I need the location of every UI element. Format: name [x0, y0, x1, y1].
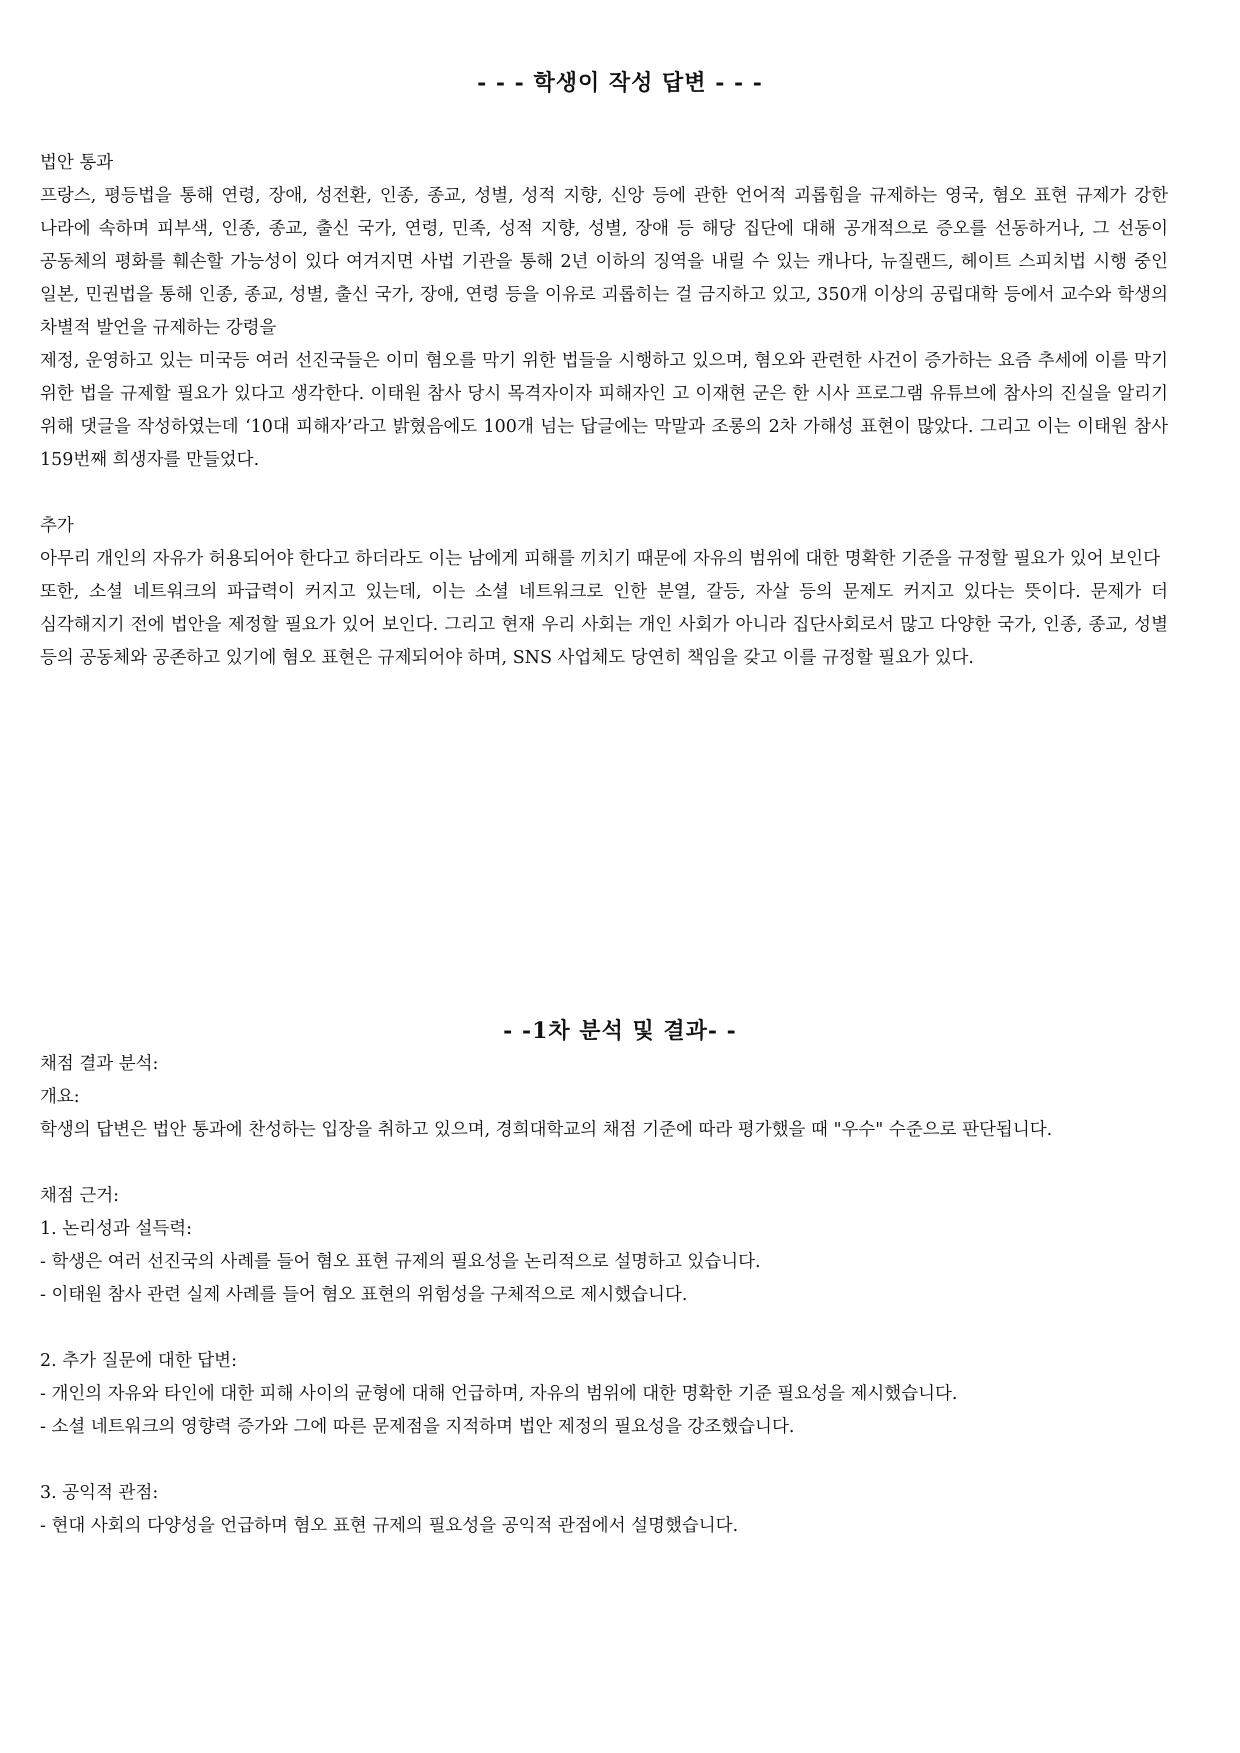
paragraph-bill-passage-1: 프랑스, 평등법을 통해 연령, 장애, 성전환, 인종, 종교, 성별, 성적 지향, 신앙 등에 관한 언어적 괴롭힘을 규제하는 영국, 혐오 표현 규제가 강한 나라에 속하며 피부색, 인종, 종교, 출신 국가, 연령, 민족, 성적 지향, 성별, 장애 등 해당 집단에 대해 공개적으로 증오를 선동하거나, 그 선동이 공동체의 평화를 훼손할 가능성이 있다 여겨지면 사법 기관을 통해 2년 이하의 징역을 내릴 수 있는 캐나다, 뉴질랜드, 헤이트 스피치법 시행 중인 일본, 민권법을 통해 인종, 종교, 성별, 출신 국가, 장애, 연령 등을 이유로 괴롭히는 걸 금지하고 있고, 350개 이상의 공립대학 등에서 교수와 학생의 차별적 발언을 규제하는 강령을 [40, 186, 1168, 338]
paragraph-additional-2: 또한, 소셜 네트워크의 파급력이 커지고 있는데, 이는 소셜 네트워크로 인한 분열, 갈등, 자살 등의 문제도 커지고 있다는 뜻이다. 문제가 더 심각해지기 전에 법안을 제정할 필요가 있어 보인다. 그리고 현재 우리 사회는 개인 사회가 아니라 집단사회로서 많고 다양한 국가, 인종, 종교, 성별 등의 공동체와 공존하고 있기에 혐오 표현은 규제되어야 하며, SNS 사업체도 당연히 책임을 갖고 이를 규정할 필요가 있다. [40, 582, 1168, 668]
grading-result-label: 채점 결과 분석: [40, 1054, 159, 1074]
analysis-body [40, 1048, 1168, 1543]
heading-additional: 추가 [40, 516, 74, 536]
criterion-1-point-a: - 학생은 여러 선진국의 사례를 들어 혐오 표현 규제의 필요성을 논리적으로 설명하고 있습니다. [40, 1252, 761, 1272]
criterion-3-title: 3. 공익적 관점: [40, 1483, 159, 1503]
overview-paragraph: 학생의 답변은 법안 통과에 찬성하는 입장을 취하고 있으며, 경희대학교의 채점 기준에 따라 평가했을 때 "우수" 수준으로 판단됩니다. [40, 1120, 1053, 1140]
spacer [40, 1312, 1168, 1345]
criterion-1-title: 1. 논리성과 설득력: [40, 1219, 193, 1239]
paragraph-additional-1: 아무리 개인의 자유가 허용되어야 한다고 하더라도 이는 남에게 피해를 끼치기 때문에 자유의 범위에 대한 명확한 기준을 규정할 필요가 있어 보인다 [40, 549, 1160, 569]
student-answer-body [40, 147, 1168, 675]
paragraph-bill-passage-2: 제정, 운영하고 있는 미국등 여러 선진국들은 이미 혐오를 막기 위한 법들을 시행하고 있으며, 혐오와 관련한 사건이 증가하는 요즘 추세에 이를 막기 위한 법을 규제할 필요가 있다고 생각한다. 이태원 참사 당시 목격자이자 피해자인 고 이재현 군은 한 시사 프로그램 유튜브에 참사의 진실을 알리기 위해 댓글을 작성하였는데 ‘10대 피해자’라고 밝혔음에도 100개 넘는 답글에는 막말과 조롱의 2차 가해성 표현이 많았다. 그리고 이는 이태원 참사 159번째 희생자를 만들었다. [40, 351, 1168, 470]
overview-label: 개요: [40, 1087, 80, 1107]
grading-basis-label: 채점 근거: [40, 1186, 120, 1206]
criterion-2-title: 2. 추가 질문에 대한 답변: [40, 1351, 237, 1371]
heading-bill-passage: 법안 통과 [40, 153, 114, 173]
criterion-2-point-a: - 개인의 자유와 타인에 대한 피해 사이의 균형에 대해 언급하며, 자유의 범위에 대한 명확한 기준 필요성을 제시했습니다. [40, 1384, 958, 1404]
section-title-student-answer: - - - 학생이 작성 답변 - - - [477, 70, 763, 96]
criterion-3-point-a: - 현대 사회의 다양성을 언급하며 혐오 표현 규제의 필요성을 공익적 관점에서 설명했습니다. [40, 1516, 739, 1536]
section-title-analysis: - -1차 분석 및 결과- - [503, 1018, 737, 1044]
criterion-2-point-b: - 소셜 네트워크의 영향력 증가와 그에 따른 문제점을 지적하며 법안 제정의 필요성을 강조했습니다. [40, 1417, 795, 1437]
criterion-1-point-b: - 이태원 참사 관련 실제 사례를 들어 혐오 표현의 위험성을 구체적으로 제시했습니다. [40, 1285, 688, 1305]
spacer [40, 477, 1168, 510]
spacer [40, 1444, 1168, 1477]
spacer [40, 1147, 1168, 1180]
